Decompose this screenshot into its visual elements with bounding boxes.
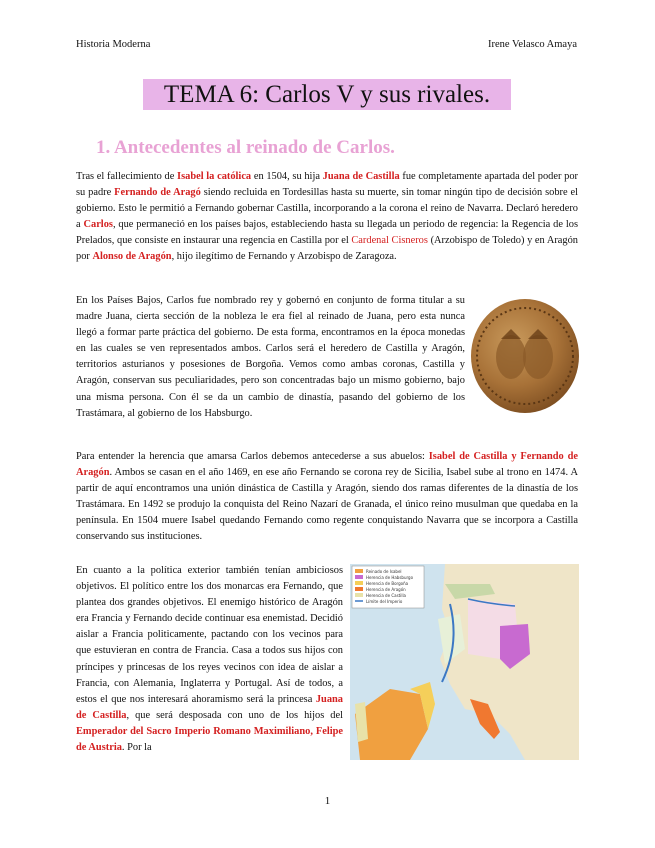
text-run: fue completamente apartada del poder por su padre [76, 171, 578, 199]
text-run: en 1504, su hija [251, 171, 323, 182]
map-legend-item: Límite del Imperio [366, 599, 403, 604]
paragraph-4 [76, 563, 343, 756]
text-run: , que será desposada con uno de los hijos del [126, 709, 343, 721]
text-run: , hijo ilegítimo de Fernando y Arzobispo de Zaragoza. [171, 251, 397, 263]
highlighted-name: Juana de Castilla [322, 171, 400, 182]
highlighted-name: Carlos [83, 219, 113, 231]
text-run: . Por la [121, 742, 152, 754]
text-run: siendo recluida en Tordesillas hasta su muerte, sin tomar ningún tipo de decisión sobre el gobierno. Esto le permitió a Fernando gobernar Castilla, incorporando a la corona el reino de Navarra. Declaró heredero a [76, 187, 579, 231]
page-number: 1 [324, 795, 331, 807]
highlighted-name: Emperador del Sacro Imperio Romano Maximiliano, Felipe de Austria [76, 725, 343, 754]
highlighted-name: Isabel la católica [177, 171, 252, 182]
europe-map-image [350, 564, 579, 760]
section-heading: 1. Antecedentes al reinado de Carlos. [96, 137, 395, 158]
text-run: , que permaneció en los países bajos, estableciendo hasta su llegada un periodo de regencia: la Regencia de los Prelados, que consiste en instaurar una regencia en Castilla por el [76, 219, 578, 247]
text-run: . Ambos se casan en el año 1469, en ese año Fernando se corona rey de Sicilia, Isabel sube al trono en 1474. A partir de aquí encontramos una unión dinástica de Castilla y Aragón, siendo dos ramas diferentes de la dinastía de los Trastámara. En 1492 se produjo la conquista del Reino Nazarí de Granada, el único reino musulman que quedaba en la península. En 1504 muere Isabel quedando Fernando como regente conquistando Navarra que se incorpora a Castilla conservando sus instituciones. [76, 467, 578, 543]
text-run: Para entender la herencia que amarsa Carlos debemos antecederse a sus abuelos: [76, 451, 429, 462]
highlighted-name: Alonso de Aragón [92, 251, 172, 263]
map-legend-item: Reinado de Isabel [366, 569, 402, 574]
map-legend-item: Herencia de Aragón [366, 587, 406, 592]
paragraph-1 [76, 169, 578, 266]
text-run: Tras el fallecimiento de [76, 171, 178, 182]
header-left: Historia Moderna [76, 39, 151, 50]
map-legend-item: Herencia de Habsburgo [366, 575, 414, 580]
highlighted-name: Juana de Castilla [76, 693, 343, 721]
map-legend-item: Herencia de Castilla [366, 593, 407, 598]
highlighted-name: Fernando de Aragó [114, 187, 201, 199]
header-right: Irene Velasco Amaya [487, 39, 577, 50]
highlighted-name: Isabel de Castilla y Fernando de Aragón [76, 451, 578, 479]
paragraph-2: En los Países Bajos, Carlos fue nombrado rey y gobernó en conjunto de forma titular a su madre Juana, cierta sección de la nobleza le era fiel al reinado de Juana, pero esta nunca llegó a formar parte práctica del gobierno. De esta forma, encontramos en la época monedas en las cuales se ven representados ambos. Carlos será el heredero de Castilla y Aragón, territorios asturianos y posesiones de Borgoña. Vemos como ambas coronas, Castilla y Aragón, conservan sus peculiaridades, pero son concentradas bajo un mismo gobierno, bajo una misma persona. Con él se da un cambio de dinastía, pasando del gobierno de los Trastámara, al gobierno de los Habsburgo. [76, 295, 465, 419]
text-run: En cuanto a la política exterior también tenían ambiciosos objetivos. El político entre los dos monarcas era Fernando, que plantea dos grandes objetivos. El enemigo histórico de Aragón era Francia y Fernando decide continuar esa enemistad. Decidió aislar a Francia politicamente, pactando con los vecinos para que estuvieran en contra de Francia. Casa a todos sus hijos con príncipes y princesas de los reyes vecinos con idea de aislar a Francia, con Alemania, Inglaterra y Portugal. Así de todos, a estos el que nos interesará ahoramismo será la princesa [76, 565, 343, 705]
page-title: TEMA 6: Carlos V y sus rivales. [143, 79, 511, 110]
text-run: (Arzobispo de Toledo) y en Aragón por [76, 235, 578, 263]
map-legend-item: Herencia de Borgoña [366, 581, 409, 586]
coin-image [471, 299, 579, 413]
paragraph-3 [76, 449, 578, 546]
highlighted-name: Cardenal Cisneros [351, 235, 428, 247]
